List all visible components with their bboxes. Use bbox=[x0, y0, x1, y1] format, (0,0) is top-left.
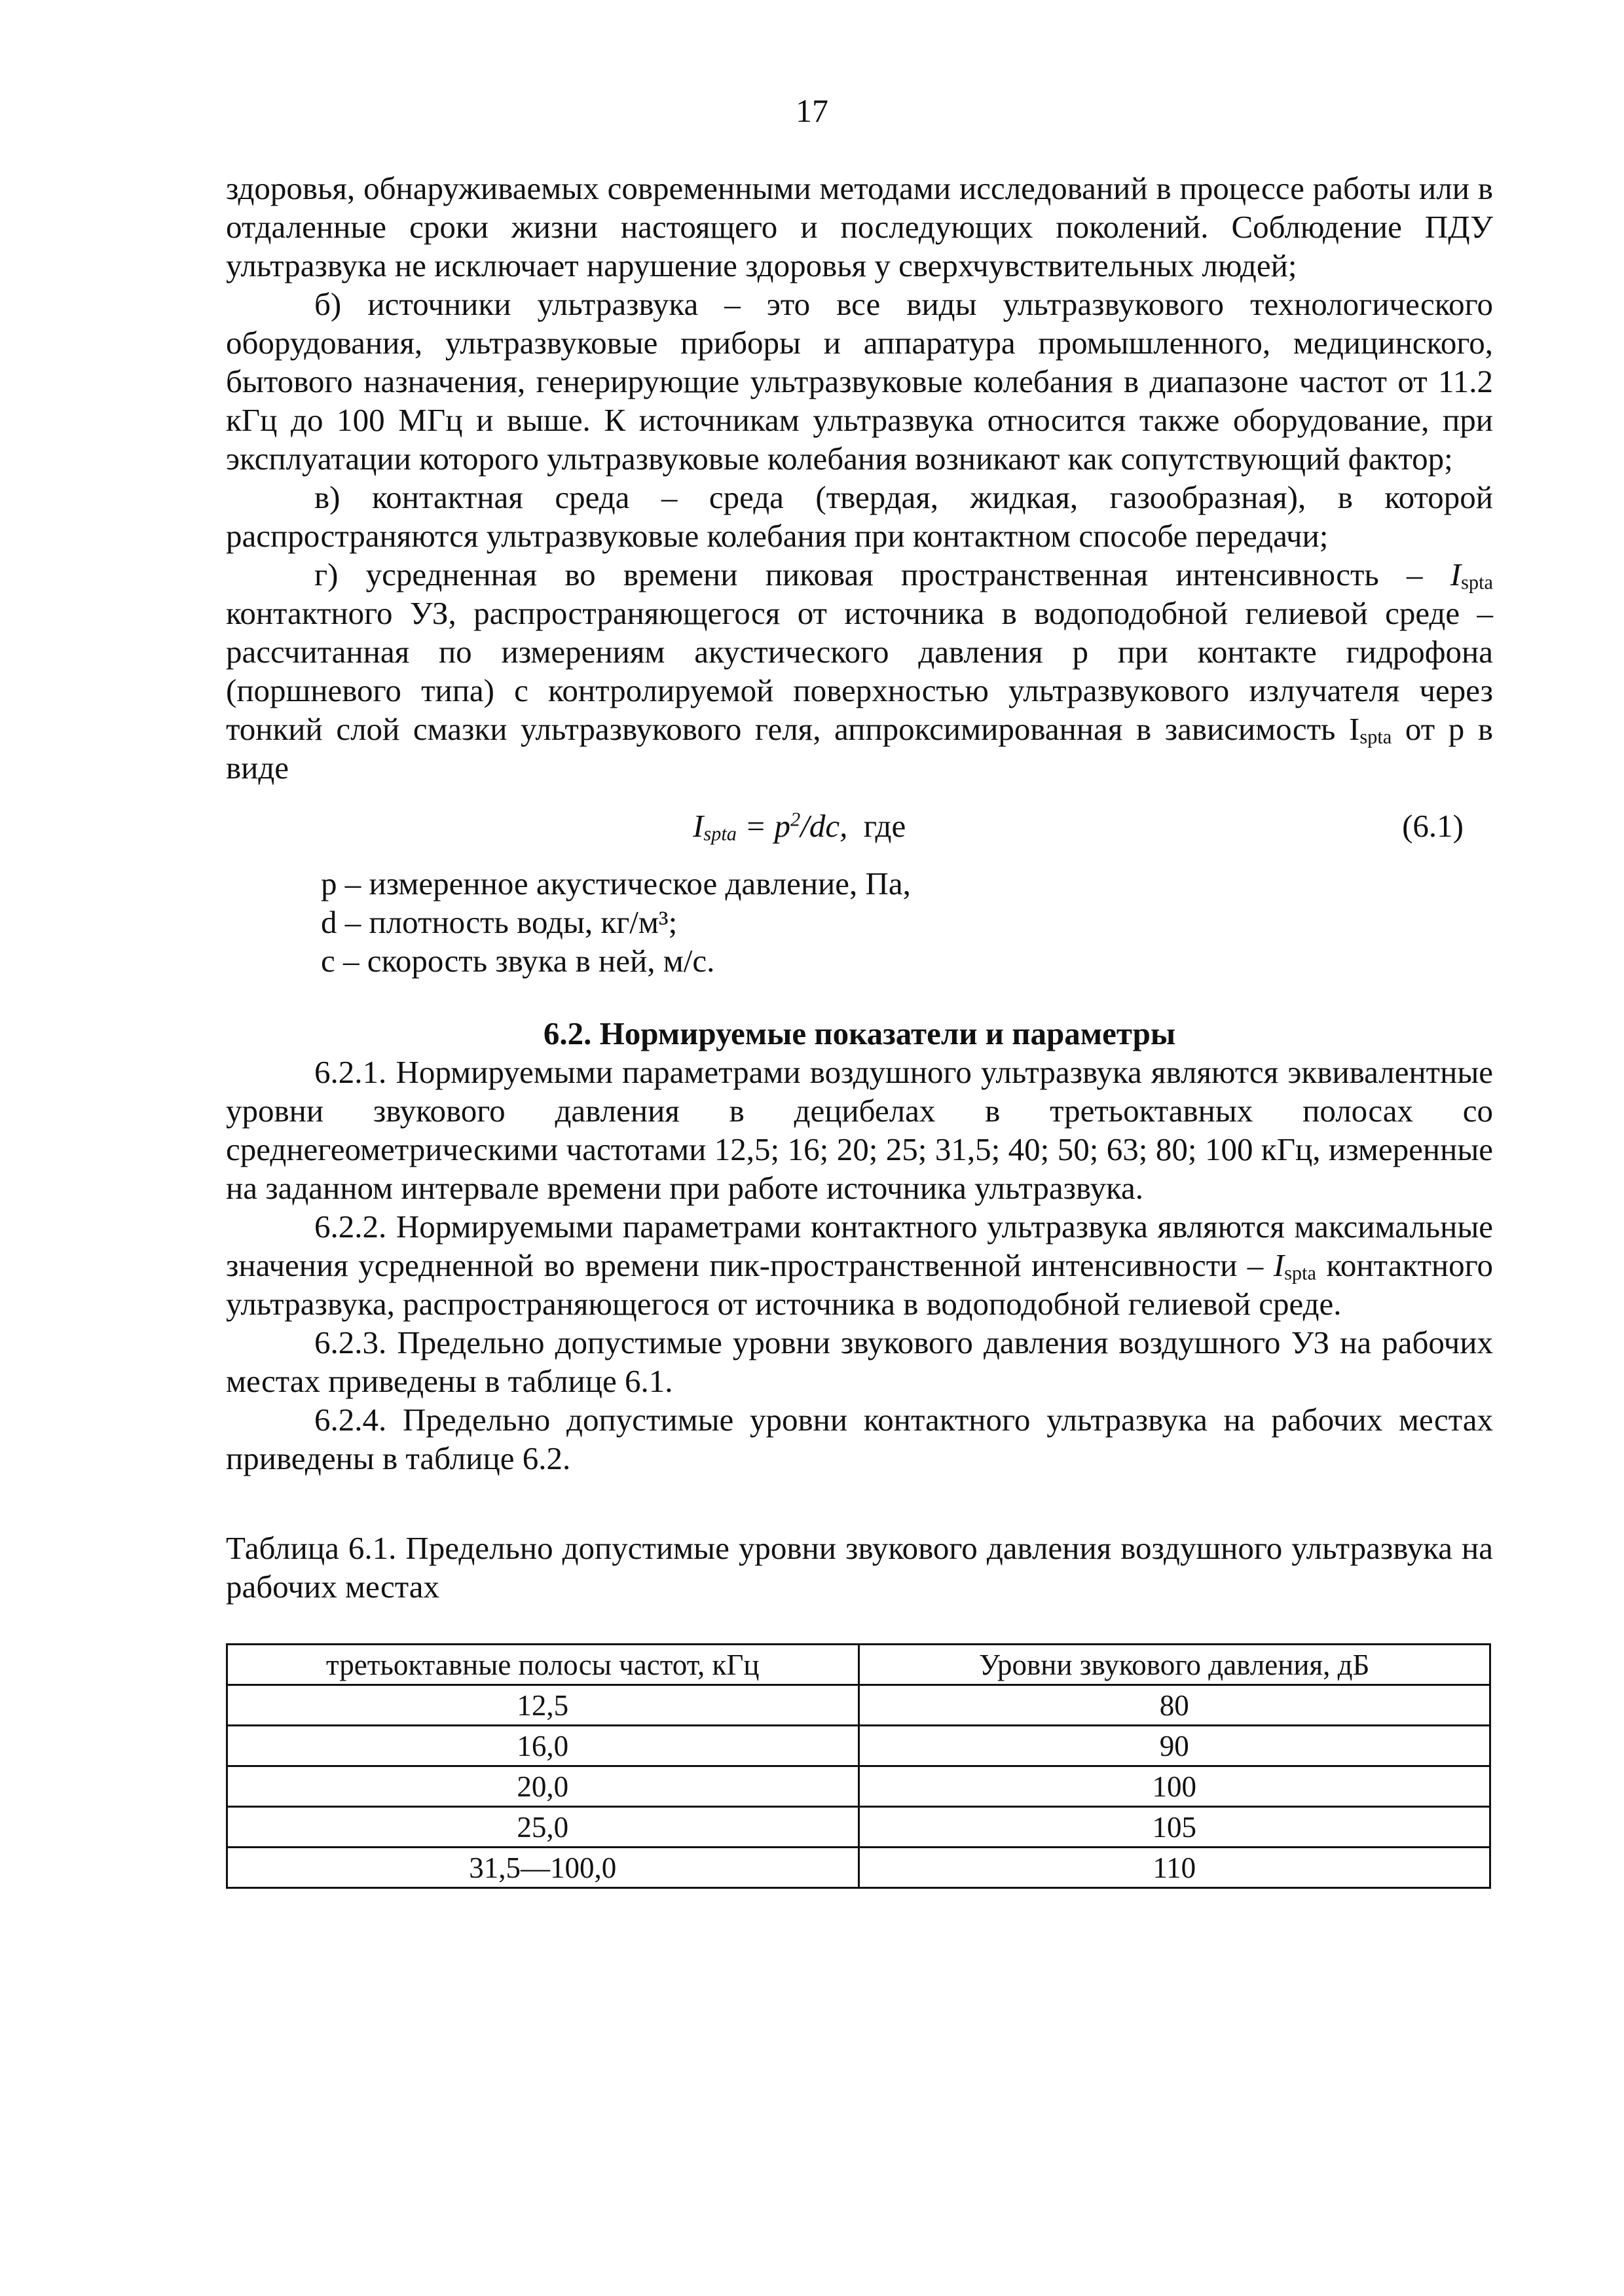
symbol-i: I bbox=[1450, 556, 1462, 592]
item-6-2-3: 6.2.3. Предельно допустимые уровни звукового давления воздушного УЗ на рабочих местах приведены в таблице 6.1. bbox=[226, 1324, 1493, 1399]
paragraph-continuation: здоровья, обнаруживаемых современными методами исследований в процессе работы или в отдаленные сроки жизни настоящего и последующих поколений. Соблюдение ПДУ ультразвука не исключает нарушение здоровья у сверхчувствительных людей; bbox=[226, 170, 1493, 283]
page-number: 17 bbox=[796, 92, 828, 129]
header-sound-levels: Уровни звукового давления, дБ bbox=[858, 1645, 1490, 1685]
formula-where: где bbox=[863, 808, 906, 844]
formula-6-1 bbox=[226, 787, 1493, 864]
cell-frequency: 12,5 bbox=[227, 1685, 859, 1726]
section-heading: 6.2. Нормируемые показатели и параметры bbox=[543, 1015, 1176, 1051]
cell-frequency: 31,5—100,0 bbox=[227, 1848, 859, 1888]
table-row bbox=[227, 1726, 1490, 1766]
table-row bbox=[227, 1685, 1490, 1726]
table-row bbox=[227, 1848, 1490, 1888]
cell-frequency: 25,0 bbox=[227, 1807, 859, 1848]
paragraph-v: в) контактная среда – среда (твердая, жидкая, газообразная), в которой распространяются ультразвуковые колебания при контактном способе передачи; bbox=[226, 479, 1493, 554]
cell-level: 80 bbox=[858, 1685, 1490, 1726]
paragraph-b: б) источники ультразвука – это все виды ультразвукового технологического оборудования, ультразвуковые приборы и аппаратура промышленного, медицинского, бытового назначения, генерирующие ультразвуковые колебания в диапазоне частот от 11.2 кГц до 100 МГц и выше. К источникам ультразвука относится также оборудование, при эксплуатации которого ультразвуковые колебания возникают как сопутствующий фактор; bbox=[226, 286, 1493, 477]
symbol-i-upright: I bbox=[1349, 711, 1360, 747]
formula-expression: $I_{spta} = p^2/dc$, где bbox=[693, 808, 906, 845]
symbol-spta-2: spta bbox=[1359, 725, 1392, 748]
definition-d: d – плотность воды, кг/м³; bbox=[321, 904, 678, 940]
cell-level: 105 bbox=[858, 1807, 1490, 1848]
table-header-row bbox=[227, 1645, 1490, 1685]
cell-frequency: 16,0 bbox=[227, 1726, 859, 1766]
formula-number: (6.1) bbox=[1402, 808, 1464, 844]
definition-c: с – скорость звука в ней, м/с. bbox=[321, 943, 715, 979]
definitions-list bbox=[226, 864, 1493, 980]
table-row bbox=[227, 1807, 1490, 1848]
cell-frequency: 20,0 bbox=[227, 1766, 859, 1807]
item-6-2-4: 6.2.4. Предельно допустимые уровни контактного ультразвука на рабочих местах приведены в таблице 6.2. bbox=[226, 1402, 1493, 1476]
item-6-2-2: 6.2.2. Нормируемыми параметрами контактного ультразвука являются максимальные значения усредненной во времени пик-пространственной интенсивности – $I_{spta}$ контактного ультразвука, распространяющегося от источника в водоподобной гелиевой среде. bbox=[226, 1209, 1493, 1322]
header-frequency-bands: третьоктавные полосы частот, кГц bbox=[227, 1645, 859, 1685]
paragraph-g bbox=[226, 555, 1493, 787]
table-row bbox=[227, 1766, 1490, 1807]
table-6-1 bbox=[226, 1643, 1491, 1889]
cell-level: 100 bbox=[858, 1766, 1490, 1807]
paragraph-g-part2: контактного УЗ, распространяющегося от источника в водоподобной гелиевой среде – рассчитанная по измерениям акустического давления р при контакте гидрофона (поршневого типа) с контролируемой поверхностью ультразвукового излучателя через тонкий слой смазки ультразвукового геля, аппроксимированная в зависимость bbox=[226, 595, 1493, 747]
definition-p: р – измеренное акустическое давление, Па, bbox=[321, 866, 911, 902]
symbol-spta: spta bbox=[1461, 571, 1493, 594]
paragraph-g-part1: г) усредненная во времени пиковая пространственная интенсивность – bbox=[314, 556, 1423, 592]
table-caption: Таблица 6.1. Предельно допустимые уровни звукового давления воздушного ультразвука на рабочих местах bbox=[226, 1530, 1493, 1605]
symbol-i-2: I bbox=[1273, 1247, 1285, 1283]
paragraph-g-part3: от р в виде bbox=[226, 711, 1493, 786]
cell-level: 90 bbox=[858, 1726, 1490, 1766]
cell-level: 110 bbox=[858, 1848, 1490, 1888]
item-6-2-1: 6.2.1. Нормируемыми параметрами воздушного ультразвука являются эквивалентные уровни звукового давления в децибелах в третьоктавных полосах со среднегеометрическими частотами 12,5; 16; 20; 25; 31,5; 40; 50; 63; 80; 100 кГц, измеренные на заданном интервале времени при работе источника ультразвука. bbox=[226, 1054, 1493, 1206]
body-text bbox=[226, 169, 1493, 1606]
